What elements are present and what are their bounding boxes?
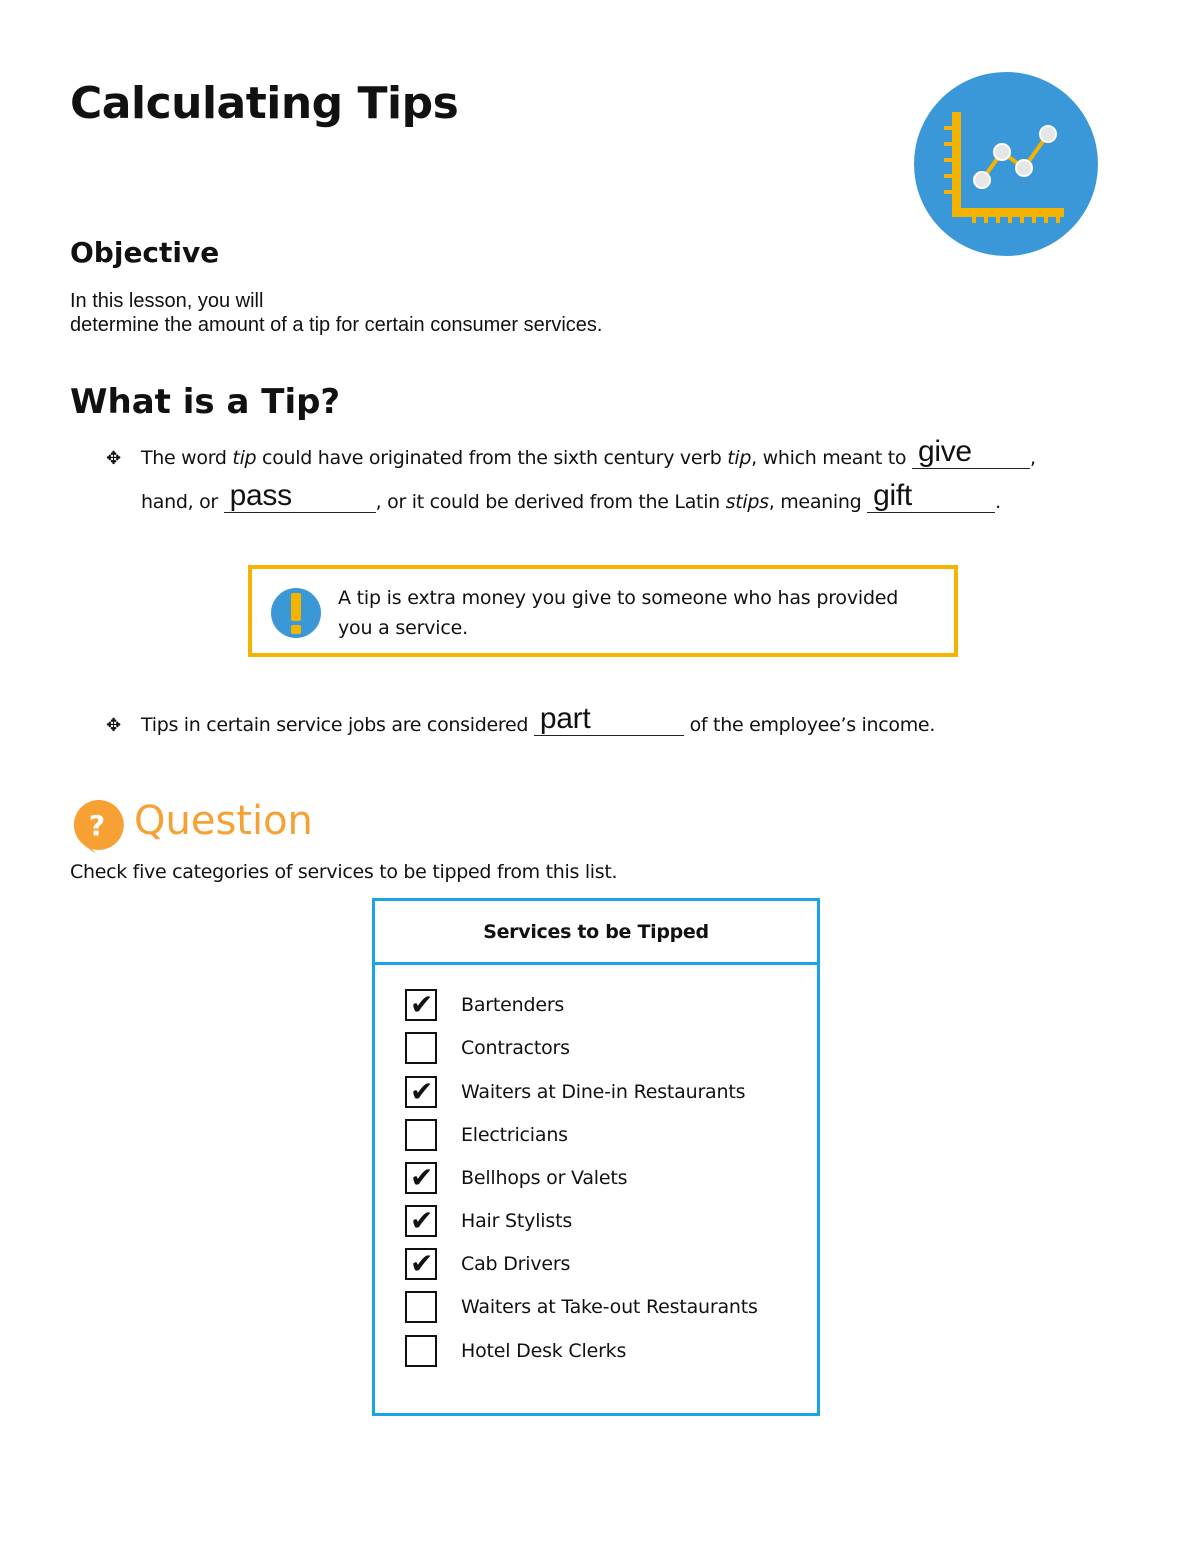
services-table-header: Services to be Tipped [375,901,817,965]
service-label: Contractors [461,1037,570,1059]
checkbox[interactable] [405,1162,437,1194]
checkbox[interactable] [405,1032,437,1064]
exclamation-icon [270,585,322,641]
service-label: Waiters at Take-out Restaurants [461,1296,758,1318]
blank-field-1[interactable] [912,435,1030,469]
answer-gift: gift [873,479,912,512]
checkbox[interactable] [405,1291,437,1323]
line-chart-icon [912,70,1100,258]
blank-field-3[interactable] [867,479,995,513]
objective-line-2: determine the amount of a tip for certain consumer services. [70,314,603,336]
check-mark-icon: ✔ [410,1161,434,1194]
note-box [248,565,958,657]
services-table [372,898,820,1416]
service-item [405,1160,627,1196]
service-item [405,1117,568,1153]
question-bubble-icon [70,798,124,854]
service-item [405,1030,570,1066]
bullet-1-line-1: The word tip could have originated from the sixth century verb tip, which meant to give , [141,435,1036,469]
question-heading: Question [134,798,313,844]
checkbox[interactable] [405,1205,437,1237]
question-prompt: Check five categories of services to be tipped from this list. [70,861,618,883]
service-label: Hair Stylists [461,1210,573,1232]
checkbox[interactable] [405,1119,437,1151]
blank-field-4[interactable] [534,702,684,736]
service-label: Bellhops or Valets [461,1167,628,1189]
bullet-2-line: Tips in certain service jobs are considered part of the employee’s income. [141,702,936,736]
check-mark-icon: ✔ [410,988,434,1021]
checkbox[interactable] [405,1076,437,1108]
objective-text [70,289,602,337]
check-mark-icon: ✔ [410,1247,434,1280]
objective-heading: Objective [70,236,220,269]
service-item [405,1203,572,1239]
checkbox[interactable] [405,1248,437,1280]
service-item [405,1289,758,1325]
page-title: Calculating Tips [70,78,459,129]
service-label: Electricians [461,1124,568,1146]
answer-pass: pass [229,479,292,512]
service-item [405,987,564,1023]
blank-field-2[interactable] [224,479,376,513]
answer-give: give [917,435,972,468]
service-label: Cab Drivers [461,1253,571,1275]
service-label: Hotel Desk Clerks [461,1340,627,1362]
diamond-bullet-icon: ✥ [106,715,122,736]
check-mark-icon: ✔ [410,1075,434,1108]
service-item [405,1074,745,1110]
bullet-1-line-2: hand, or pass , or it could be derived from the Latin stips, meaning gift . [141,479,1001,513]
answer-part: part [539,702,591,735]
service-item [405,1333,626,1369]
service-item [405,1246,570,1282]
checkbox[interactable] [405,989,437,1021]
check-mark-icon: ✔ [410,1204,434,1237]
service-label: Bartenders [461,994,565,1016]
objective-line-1: In this lesson, you will [70,290,264,312]
service-label: Waiters at Dine-in Restaurants [461,1081,746,1103]
checkbox[interactable] [405,1335,437,1367]
note-text: A tip is extra money you give to someone who has provided you a service. [338,587,899,639]
svg-text:?: ? [88,809,106,842]
diamond-bullet-icon: ✥ [106,448,122,469]
what-is-tip-heading: What is a Tip? [70,382,341,422]
